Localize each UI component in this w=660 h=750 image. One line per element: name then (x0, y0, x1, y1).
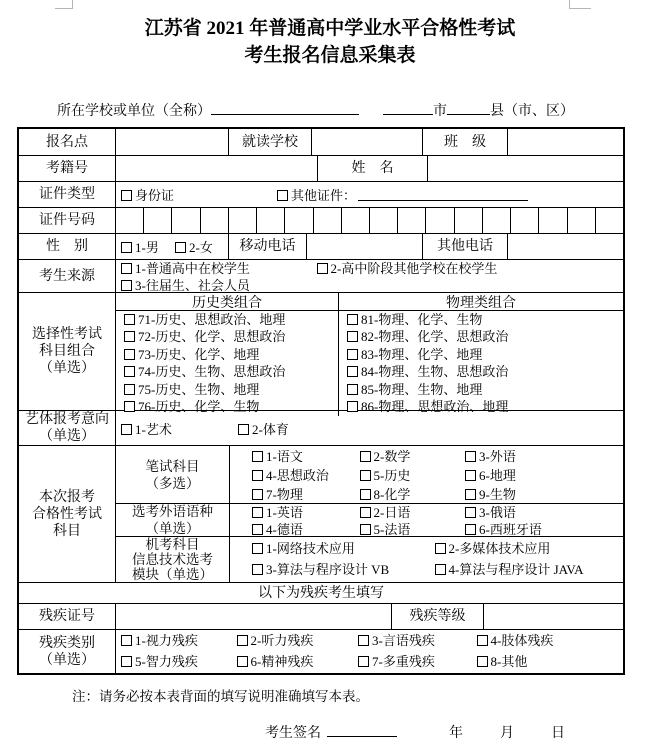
history-options (116, 311, 338, 416)
checkbox[interactable] (124, 331, 135, 342)
id-digit-cell[interactable] (538, 208, 566, 233)
option-label: 86-物理、思想政治、地理 (361, 399, 509, 415)
checkbox-option (252, 467, 356, 485)
id-digit-cell[interactable] (284, 208, 312, 233)
option-label: 5-智力残疾 (135, 653, 198, 669)
city-underline[interactable] (383, 102, 433, 115)
option-label: 7-物理 (266, 487, 303, 502)
checkbox[interactable] (121, 263, 132, 274)
checkbox-option (124, 329, 285, 345)
signature-underline[interactable] (327, 724, 397, 737)
checkbox-option (465, 448, 516, 466)
option-label: 5-历史 (373, 468, 411, 483)
option-label: 83-物理、化学、地理 (361, 346, 483, 362)
checkbox-option (347, 312, 482, 328)
current-exam-content (115, 446, 623, 582)
option-label: 1-普通高中在校学生 (135, 261, 250, 276)
option-label: 84-物理、生物、思想政治 (361, 364, 509, 380)
checkbox[interactable] (477, 656, 488, 667)
checkbox[interactable] (358, 635, 369, 646)
id-digit-cell[interactable] (200, 208, 228, 233)
option-label: 2-体育 (252, 421, 289, 437)
checkbox[interactable] (252, 451, 263, 462)
option-label: 2-高中阶段其他学校在校学生 (330, 261, 498, 276)
option-label: 2-听力残疾 (250, 632, 314, 648)
checkbox-option (347, 364, 508, 380)
year-label: 年 (449, 726, 463, 741)
checkbox-option (121, 237, 175, 256)
option-label: 72-历史、化学、思想政治 (138, 329, 286, 345)
disability-level-input[interactable] (483, 604, 623, 629)
option-label: 9-生物 (479, 487, 516, 502)
id-digit-cell[interactable] (341, 208, 369, 233)
checkbox-option (360, 448, 462, 466)
checkbox-option (121, 185, 277, 204)
checkbox-option (347, 347, 482, 363)
selective-content (115, 293, 623, 415)
checkbox-option (347, 329, 508, 345)
computer-module-options (229, 537, 623, 582)
margin-crop-mark-left-v (72, 0, 73, 9)
foreign-language-options (229, 504, 623, 536)
county-underline[interactable] (447, 102, 490, 115)
option-label: 2-多媒体技术应用 (448, 540, 551, 556)
checkbox-option (465, 486, 516, 504)
option-label: 7-多重残疾 (372, 653, 435, 669)
checkbox-option (237, 652, 355, 672)
checkbox[interactable] (477, 635, 488, 646)
checkbox[interactable] (252, 524, 263, 535)
margin-crop-mark-left (55, 8, 73, 9)
checkbox[interactable] (465, 470, 476, 481)
checkbox[interactable] (252, 564, 263, 575)
physics-combo-header: 物理类组合 (338, 293, 623, 310)
checkbox[interactable] (121, 280, 132, 291)
name-label: 姓 名 (317, 156, 427, 181)
option-label: 8-化学 (373, 487, 411, 502)
name-input[interactable] (427, 156, 623, 181)
checkbox-option (358, 652, 473, 672)
option-label: 4-肢体残疾 (490, 632, 554, 648)
signature-line (265, 722, 660, 742)
disability-section-header: 以下为残疾考生填写 (258, 585, 384, 601)
checkbox[interactable] (360, 524, 371, 535)
row-id-number (19, 207, 623, 233)
row-reg-point (19, 129, 623, 155)
disability-type-label: 残疾类别 （单选） (39, 635, 95, 668)
checkbox[interactable] (252, 489, 263, 500)
checkbox-option (435, 539, 551, 559)
footer-note: 注：请务必按本表背面的填写说明准确填写本表。 (72, 689, 369, 704)
checkbox[interactable] (124, 314, 135, 325)
row-disability-id (19, 603, 623, 629)
checkbox[interactable] (465, 507, 476, 518)
id-number-grid (115, 208, 623, 233)
row-disability-type (19, 629, 623, 673)
checkbox-option (175, 237, 213, 256)
option-label: 4-算法与程序设计 JAVA (448, 561, 584, 577)
arts-options (115, 411, 623, 445)
option-label: 1-男 (135, 240, 159, 255)
id-digit-cell[interactable] (313, 208, 341, 233)
checkbox-option (360, 486, 462, 504)
margin-crop-mark-right-v (569, 0, 570, 9)
margin-crop-mark-right (569, 8, 591, 9)
checkbox-option (358, 631, 473, 651)
checkbox-option (252, 505, 356, 521)
gender-options (115, 234, 228, 259)
checkbox[interactable] (252, 507, 263, 518)
row-selective-combo (19, 292, 623, 415)
option-label: 8-其他 (490, 653, 528, 669)
selective-headers (116, 293, 623, 311)
gender-label: 性 别 (46, 239, 88, 254)
computer-module-row (116, 536, 623, 582)
option-label: 74-历史、生物、思想政治 (138, 364, 286, 380)
checkbox[interactable] (347, 366, 358, 377)
checkbox-option (277, 185, 356, 204)
option-label: 1-网络技术应用 (266, 540, 355, 556)
county-label: 县（市、区） (490, 104, 574, 119)
option-label: 2-日语 (373, 505, 411, 520)
other-phone-input[interactable] (507, 234, 623, 259)
checkbox-option (465, 467, 516, 485)
school-line (57, 100, 660, 120)
arts-label: 艺体报考意向 （单选） (25, 412, 109, 444)
option-label: 3-外语 (479, 449, 516, 464)
attend-school-label: 就读学校 (228, 129, 311, 155)
written-subjects-options (229, 446, 623, 503)
option-label: 1-英语 (266, 505, 303, 520)
option-label: 身份证 (135, 188, 175, 203)
option-label: 82-物理、化学、思想政治 (361, 329, 509, 345)
option-label: 71-历史、思想政治、地理 (138, 312, 286, 327)
checkbox[interactable] (317, 263, 328, 274)
id-type-options (115, 182, 623, 207)
disability-level-label: 残疾等级 (391, 604, 483, 629)
checkbox-option (360, 505, 462, 521)
row-current-exam (19, 445, 623, 582)
checkbox[interactable] (121, 424, 132, 435)
disability-id-label: 残疾证号 (39, 609, 95, 624)
checkbox[interactable] (237, 656, 248, 667)
mobile-input[interactable] (306, 234, 422, 259)
checkbox-option (477, 652, 528, 672)
option-label: 85-物理、生物、地理 (361, 381, 483, 397)
row-source (19, 259, 623, 292)
id-digit-cell[interactable] (482, 208, 510, 233)
checkbox-option (360, 467, 462, 485)
checkbox-option (121, 652, 233, 672)
id-digit-cell[interactable] (256, 208, 284, 233)
checkbox[interactable] (347, 331, 358, 342)
signature-label: 考生签名 (265, 726, 321, 741)
option-label: 3-言语残疾 (372, 632, 435, 648)
foreign-language-label: 选考外语语种 （单选） (132, 504, 213, 536)
id-digit-cell[interactable] (425, 208, 453, 233)
option-label: 73-历史、化学、地理 (138, 346, 260, 362)
physics-options (338, 311, 623, 416)
row-id-type (19, 181, 623, 207)
checkbox[interactable] (124, 366, 135, 377)
city-label: 市 (433, 104, 447, 119)
checkbox-option (121, 261, 313, 277)
option-label: 2-数学 (373, 449, 411, 464)
option-label: 其他证件： (291, 188, 357, 203)
checkbox[interactable] (465, 524, 476, 535)
checkbox[interactable] (360, 489, 371, 500)
checkbox[interactable] (237, 635, 248, 646)
row-arts-intention (19, 410, 623, 445)
current-exam-label: 本次报考 合格性考试 科目 (32, 489, 102, 539)
checkbox[interactable] (360, 451, 371, 462)
checkbox[interactable] (252, 470, 263, 481)
checkbox[interactable] (360, 507, 371, 518)
option-label: 2-女 (189, 240, 213, 255)
option-label: 4-德语 (266, 522, 303, 537)
month-label: 月 (500, 726, 514, 741)
id-digit-cell[interactable] (369, 208, 397, 233)
checkbox-option (238, 419, 289, 438)
id-digit-cell[interactable] (143, 208, 171, 233)
option-label: 1-视力残疾 (135, 632, 198, 648)
checkbox[interactable] (238, 424, 249, 435)
computer-module-label: 机考科目 信息技术选考 模块（单选） (132, 537, 213, 582)
reg-point-label: 报名点 (46, 134, 88, 150)
checkbox[interactable] (252, 543, 263, 554)
checkbox[interactable] (121, 242, 132, 253)
checkbox[interactable] (465, 451, 476, 462)
option-label: 6-西班牙语 (479, 522, 542, 537)
form-subtitle: 考生报名信息采集表 (244, 45, 416, 66)
id-digit-cell[interactable] (595, 208, 623, 233)
id-type-label: 证件类型 (39, 187, 95, 202)
form-title: 江苏省 2021 年普通高中学业水平合格性考试 (144, 18, 516, 39)
selective-options (116, 311, 623, 416)
id-digit-cell[interactable] (397, 208, 425, 233)
checkbox[interactable] (277, 190, 288, 201)
school-name-underline[interactable] (211, 102, 359, 115)
row-gender-phone (19, 233, 623, 259)
option-label: 6-地理 (479, 468, 516, 483)
checkbox[interactable] (121, 635, 132, 646)
checkbox-option (252, 560, 431, 580)
exam-no-label: 考籍号 (46, 161, 88, 176)
school-label: 所在学校或单位（全称） (57, 104, 211, 119)
foreign-language-row (116, 503, 623, 536)
checkbox-option (252, 486, 356, 504)
checkbox-option (347, 382, 482, 398)
checkbox-option (121, 419, 238, 438)
option-label: 5-法语 (373, 522, 411, 537)
checkbox-option (252, 448, 356, 466)
checkbox-option (237, 631, 355, 651)
checkbox[interactable] (124, 349, 135, 360)
checkbox[interactable] (358, 656, 369, 667)
checkbox-option (477, 631, 554, 651)
checkbox[interactable] (347, 384, 358, 395)
class-label: 班 级 (422, 129, 507, 155)
disability-type-options (115, 630, 623, 673)
option-label: 6-精神残疾 (250, 653, 314, 669)
registration-table (17, 127, 625, 675)
checkbox[interactable] (360, 470, 371, 481)
id-digit-cell[interactable] (454, 208, 482, 233)
checkbox-option (124, 364, 285, 380)
checkbox-option (465, 505, 516, 521)
id-digit-cell[interactable] (171, 208, 199, 233)
option-label: 3-俄语 (479, 505, 516, 520)
other-phone-label: 其他电话 (422, 234, 507, 259)
checkbox-option (121, 631, 233, 651)
option-label: 76-历史、化学、生物 (138, 399, 260, 415)
source-label: 考生来源 (39, 268, 95, 284)
written-subjects-row (116, 446, 623, 503)
id-digit-cell[interactable] (510, 208, 538, 233)
reg-point-input[interactable] (115, 129, 228, 155)
checkbox[interactable] (121, 190, 132, 201)
checkbox[interactable] (175, 242, 186, 253)
option-label: 81-物理、化学、生物 (361, 312, 483, 327)
checkbox[interactable] (435, 564, 446, 575)
checkbox-option (435, 560, 584, 580)
exam-no-input[interactable] (115, 156, 317, 181)
checkbox-option (252, 539, 431, 559)
checkbox[interactable] (347, 349, 358, 360)
mobile-label: 移动电话 (228, 234, 306, 259)
checkbox-option (124, 312, 285, 328)
selective-label: 选择性考试 科目组合 （单选） (32, 327, 102, 376)
id-digit-cell[interactable] (228, 208, 256, 233)
class-input[interactable] (507, 129, 623, 155)
option-label: 4-思想政治 (266, 468, 329, 483)
row-disability-header (19, 582, 623, 603)
day-label: 日 (551, 726, 565, 741)
history-combo-header: 历史类组合 (192, 295, 262, 311)
checkbox[interactable] (121, 656, 132, 667)
checkbox[interactable] (435, 543, 446, 554)
checkbox-option (317, 261, 498, 277)
checkbox-option (124, 382, 259, 398)
row-exam-no (19, 155, 623, 181)
written-subjects-label: 笔试科目 （多选） (145, 458, 200, 491)
id-digit-cell[interactable] (116, 208, 143, 233)
option-label: 3-算法与程序设计 VB (266, 561, 390, 577)
option-label: 75-历史、生物、地理 (138, 381, 260, 397)
attend-school-input[interactable] (311, 129, 422, 155)
option-label: 1-艺术 (135, 421, 172, 437)
checkbox[interactable] (465, 489, 476, 500)
id-digit-cell[interactable] (567, 208, 595, 233)
other-id-underline[interactable] (358, 188, 528, 201)
checkbox[interactable] (347, 314, 358, 325)
disability-id-input[interactable] (115, 604, 391, 629)
checkbox-option (124, 347, 259, 363)
checkbox[interactable] (124, 384, 135, 395)
option-label: 1-语文 (266, 449, 303, 464)
id-number-label: 证件号码 (39, 213, 95, 228)
option-label: 3-往届生、社会人员 (135, 278, 250, 293)
source-options (115, 260, 623, 292)
